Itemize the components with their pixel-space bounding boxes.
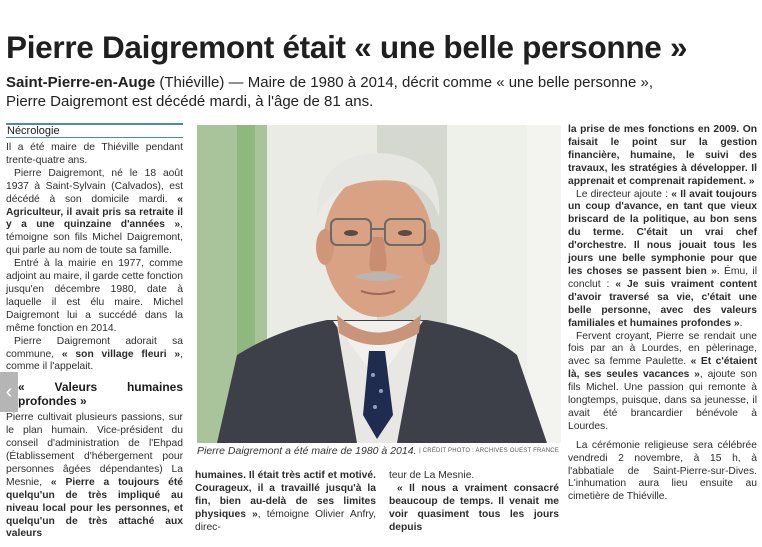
rubric-label: Nécrologie <box>6 123 183 138</box>
column-2-bottom <box>195 470 376 535</box>
lede-line-1: Maire de 1980 à 2014, décrit comme « une belle personne », <box>247 74 653 91</box>
lede-line-2: Pierre Daigremont est décédé mardi, à l'âge de 81 ans. <box>6 93 374 110</box>
caption-text: Pierre Daigremont a été maire de 1980 à 2014. <box>197 445 417 457</box>
col4-paragraph-4: La cérémonie religieuse sera célébrée vendredi 2 novembre, à 15 h, à l'abbatiale de Saint-Pierre-sur-Dives. L'inhumation aura lieu ensuite au cimetière de Thiéville. <box>568 439 757 503</box>
col2-paragraph-1: humaines. Il était très actif et motivé. Courageux, il a travaillé jusqu'à la fin, bien au-delà de ses limites physiques », témoigne Olivier Anfry, direc- <box>195 470 376 533</box>
col4-paragraph-3: Fervent croyant, Pierre se rendait une fois par an à Lourdes, en pèlerinage, avec sa femme Paulette. « Et c'étaient là, ses seules vacances », ajoute son fils Michel. Une passion qui remonte à longtemps, puisque, dans sa jeunesse, il avait été brancardier bénévole à Lourdes. <box>568 330 757 432</box>
photo-caption <box>197 445 561 459</box>
lede <box>6 73 758 111</box>
col3-paragraph-2: « Il nous a vraiment consacré beaucoup de temps. Il venait me voir quasiment tous les jours depuis <box>389 482 559 533</box>
col3-paragraph-1: teur de La Mesnie. <box>389 470 475 481</box>
chevron-left-icon[interactable]: ‹ <box>0 372 18 412</box>
headline: Pierre Daigremont était « une belle personne » <box>6 29 688 65</box>
col4-paragraph-2: Le directeur ajoute : « Il avait toujours un coup d'avance, en tant que vieux briscard de la politique, au bon sens du terme. C'était un vrai chef d'orchestre. Il nous jouait tous les jours une belle symphonie pour que les choses se passent bien ». Ému, il conclut : « Je suis vraiment content d'avoir traversé sa vie, c'était une belle personne, avec des valeurs familiales et humaines profondes ». <box>568 188 758 329</box>
column-4 <box>568 124 757 504</box>
lede-subplace: (Thiéville) <box>159 74 225 91</box>
photo-credit: | CRÉDIT PHOTO : ARCHIVES OUEST FRANCE <box>419 448 559 454</box>
col1-paragraph-1: Il a été maire de Thiéville pendant trente-quatre ans. <box>6 142 183 166</box>
col4-paragraph-1: la prise de mes fonctions en 2009. On faisait le point sur la gestion financière, humaine, le suivi des travaux, les stratégies à développer. Il apprenait et comprenait rapidement. » <box>568 124 757 187</box>
col1-subhead: « Valeurs humaines profondes » <box>18 380 183 409</box>
col1-paragraph-4: Pierre Daigremont adorait sa commune, « son village fleuri », comme il l'appelait. <box>6 335 183 373</box>
portrait-photo <box>197 125 561 443</box>
col1-paragraph-5: Pierre cultivait plusieurs passions, sur le plan humain. Vice-président du conseil d'administration de l'Ehpad (Établissement d'hébergement pour personnes âgées dépendantes) La Mesnie, « Pierre a toujours été quelqu'un de très impliqué au niveau local pour les personnes, et quelqu'un de très attaché aux valeurs <box>6 412 183 540</box>
lede-dash: — <box>224 74 248 91</box>
col1-paragraph-2: Pierre Daigremont, né le 18 août 1937 à Saint-Sylvain (Calvados), est décédé à son domicile mardi. « Agriculteur, il avait pris sa retraite il y a une quinzaine d'années », témoigne son fils Michel Daigremont, qui parle au nom de toute sa famille. <box>6 167 183 257</box>
portrait-illustration <box>197 125 561 443</box>
lede-place: Saint-Pierre-en-Auge <box>6 74 156 91</box>
col1-paragraph-3: Entré à la mairie en 1977, comme adjoint au maire, il garde cette fonction jusqu'en décembre 1980, date à laquelle il est élu maire. Michel Daigremont lui a succédé dans la même fonction en 2014. <box>6 258 183 334</box>
column-3-bottom <box>389 470 559 535</box>
column-1 <box>6 142 183 541</box>
